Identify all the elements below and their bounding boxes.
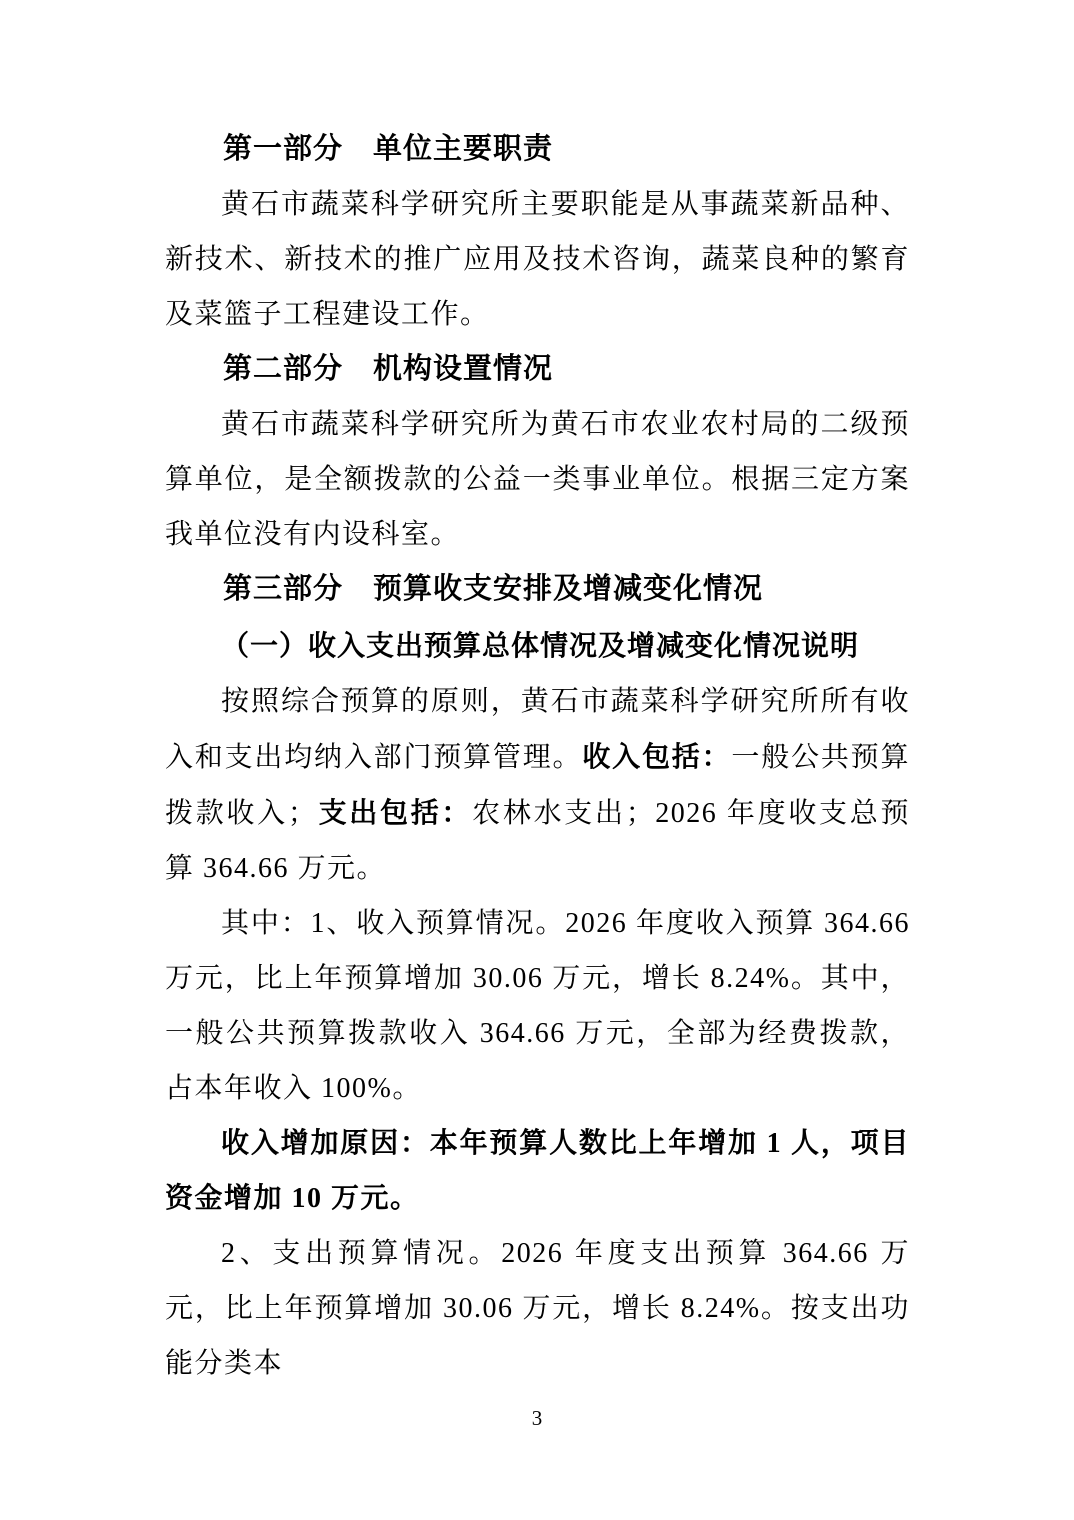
document-content [165, 122, 910, 1391]
paragraph-expense-budget: 2、支出预算情况。2026 年度支出预算 364.66 万元，比上年预算增加 30.06 万元，增长 8.24%。按支出功能分类本 [165, 1238, 910, 1379]
section-heading-part2: 第二部分 机构设置情况 [223, 353, 554, 385]
text-run: 按照综合预算的原则，黄石市蔬菜科学研究所所有收入和支出均纳入部门预算管理。 [165, 686, 910, 773]
section-heading-part1: 第一部分 单位主要职责 [223, 133, 554, 165]
paragraph-org-setup: 黄石市蔬菜科学研究所为黄石市农业农村局的二级预算单位，是全额拨款的公益一类事业单位。根据三定方案我单位没有内设科室。 [165, 409, 910, 550]
paragraph-income-budget: 其中：1、收入预算情况。2026 年度收入预算 364.66 万元，比上年预算增加 30.06 万元，增长 8.24%。其中，一般公共预算拨款收入 364.66 万元，全部为经费拨款，占本年收入 100%。 [165, 908, 910, 1104]
page-number: 3 [531, 1406, 543, 1430]
paragraph-budget-overview [165, 674, 910, 896]
text-run: 一般公共预算拨款收入； [165, 742, 910, 829]
text-run-income-includes: 收入包括： [582, 741, 732, 772]
paragraph-income-increase-reason: 收入增加原因：本年预算人数比上年增加 1 人，项目资金增加 10 万元。 [165, 1128, 910, 1214]
text-run-expense-includes: 支出包括： [317, 797, 473, 828]
text-run: 农林水支出；2026 年度收支总预算 364.66 万元。 [165, 798, 910, 884]
paragraph-unit-duties: 黄石市蔬菜科学研究所主要职能是从事蔬菜新品种、新技术、新技术的推广应用及技术咨询，蔬菜良种的繁育及菜篮子工程建设工作。 [165, 189, 910, 330]
subsection-heading-budget-overview: （一）收入支出预算总体情况及增减变化情况说明 [221, 630, 860, 661]
section-heading-part3: 第三部分 预算收支安排及增减变化情况 [223, 573, 764, 605]
